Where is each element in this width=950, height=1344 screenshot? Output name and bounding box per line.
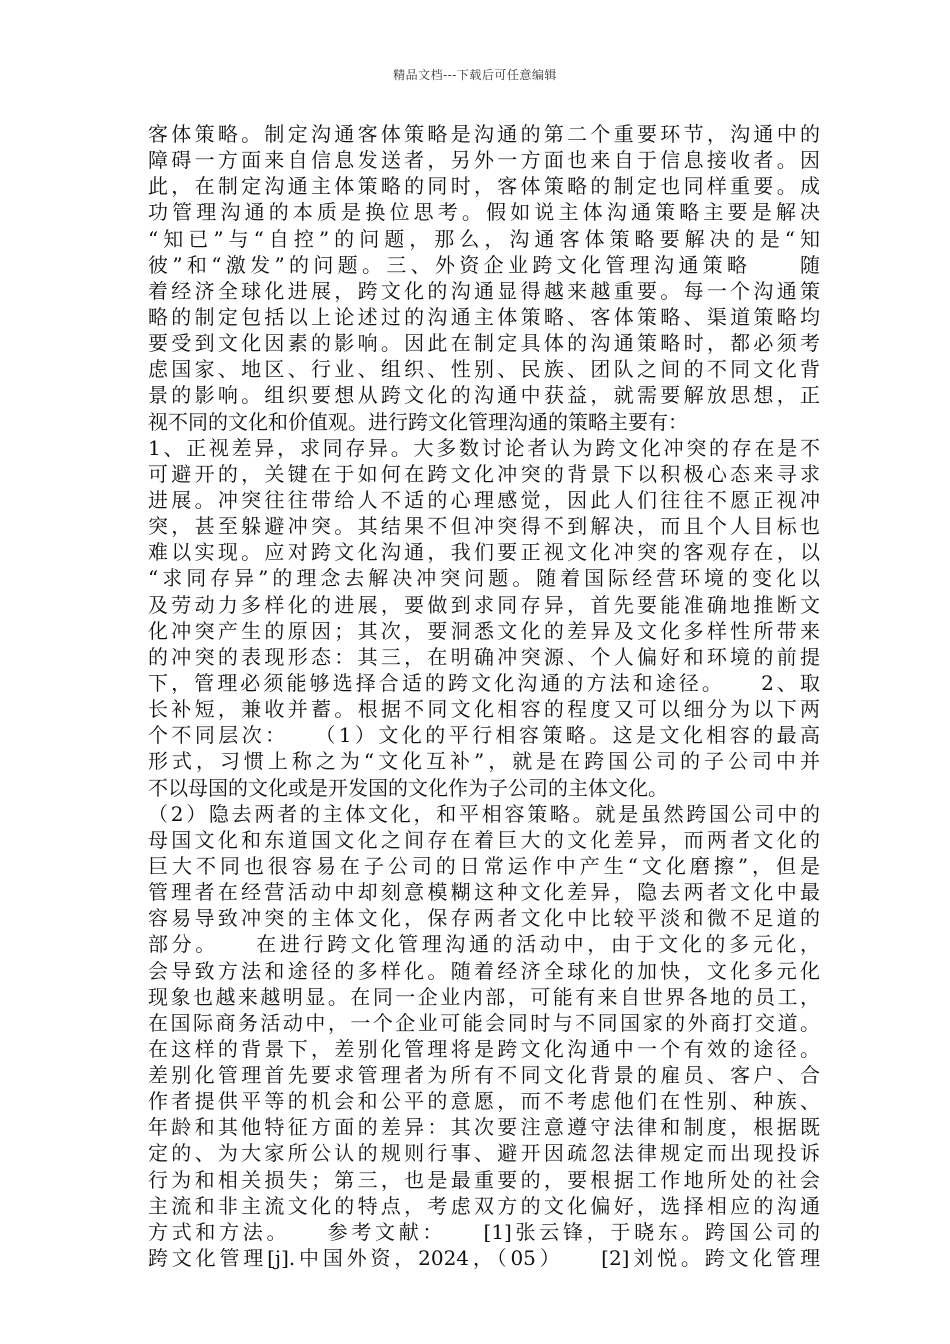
text-line: 的冲突的表现形态：其三，在明确冲突源、个人偏好和环境的前提 bbox=[148, 644, 820, 669]
page-header: 精品文档---下载后可任意编辑 bbox=[393, 68, 557, 82]
text-line: 差别化管理首先要求管理者为所有不同文化背景的雇员、客户、合 bbox=[148, 1063, 820, 1088]
text-line: 会导致方法和途径的多样化。随着经济全球化的加快，文化多元化 bbox=[148, 958, 820, 983]
text-line: 管理者在经营活动中却刻意模糊这种文化差异，隐去两者文化中最 bbox=[148, 880, 820, 905]
text-line: 长补短，兼收并蓄。根据不同文化相容的程度又可以细分为以下两 bbox=[148, 697, 820, 722]
text-line: 障碍一方面来自信息发送者，另外一方面也来自于信息接收者。因 bbox=[148, 148, 820, 173]
text-line: 略的制定包括以上论述过的沟通主体策略、客体策略、渠道策略均 bbox=[148, 304, 820, 329]
text-line: “求同存异”的理念去解决冲突问题。随着国际经营环境的变化以 bbox=[148, 566, 820, 591]
text-line: 彼”和“激发”的问题。三、外资企业跨文化管理沟通策略 随 bbox=[148, 252, 820, 277]
text-line: 年龄和其他特征方面的差异：其次要注意遵守法律和制度，根据既 bbox=[148, 1115, 820, 1140]
text-line: “知已”与“自控”的问题，那么，沟通客体策略要解决的是“知 bbox=[148, 226, 820, 251]
text-line: 要受到文化因素的影响。因此在制定具体的沟通策略时，都必须考 bbox=[148, 331, 820, 356]
text-line: 作者提供平等的机会和公平的意愿，而不考虑他们在性别、种族、 bbox=[148, 1089, 820, 1114]
text-line: 突，甚至躲避冲突。其结果不但冲突得不到解决，而且个人目标也 bbox=[148, 514, 820, 539]
text-line: 母国文化和东道国文化之间存在着巨大的文化差异，而两者文化的 bbox=[148, 827, 820, 852]
document-body bbox=[148, 121, 820, 1271]
text-line: 景的影响。组织要想从跨文化的沟通中获益，就需要解放思想，正 bbox=[148, 383, 820, 408]
text-line: 主流和非主流文化的特点，考虑双方的文化偏好，选择相应的沟通 bbox=[148, 1193, 820, 1218]
text-line: （2）隐去两者的主体文化，和平相容策略。就是虽然跨国公司中的 bbox=[148, 801, 820, 826]
text-line: 在国际商务活动中，一个企业可能会同时与不同国家的外商打交道。 bbox=[148, 1010, 820, 1035]
text-line: 客体策略。制定沟通客体策略是沟通的第二个重要环节，沟通中的 bbox=[148, 122, 820, 146]
text-line: 在这样的背景下，差别化管理将是跨文化沟通中一个有效的途径。 bbox=[148, 1036, 820, 1061]
text-line: 化冲突产生的原因；其次，要洞悉文化的差异及文化多样性所带来 bbox=[148, 618, 820, 643]
text-line: 功管理沟通的本质是换位思考。假如说主体沟通策略主要是解决 bbox=[148, 200, 820, 225]
text-line: 部分。 在进行跨文化管理沟通的活动中，由于文化的多元化， bbox=[148, 932, 820, 957]
text-line: 着经济全球化进展，跨文化的沟通显得越来越重要。每一个沟通策 bbox=[148, 278, 820, 303]
text-line: 难以实现。应对跨文化沟通，我们要正视文化冲突的客观存在，以 bbox=[148, 540, 820, 565]
text-line: 虑国家、地区、行业、组织、性别、民族、团队之间的不同文化背 bbox=[148, 357, 820, 382]
text-line: 形式，习惯上称之为“文化互补”，就是在跨国公司的子公司中并 bbox=[148, 749, 820, 774]
text-line: 下，管理必须能够选择合适的跨文化沟通的方法和途径。 2、取 bbox=[148, 670, 820, 695]
text-line: 1、正视差异，求同存异。大多数讨论者认为跨文化冲突的存在是不 bbox=[148, 435, 820, 460]
text-line: 此，在制定沟通主体策略的同时，客体策略的制定也同样重要。成 bbox=[148, 174, 820, 199]
text-line: 及劳动力多样化的进展，要做到求同存异，首先要能准确地推断文 bbox=[148, 592, 820, 617]
text-line: 巨大不同也很容易在子公司的日常运作中产生“文化磨擦”，但是 bbox=[148, 853, 820, 878]
text-line: 可避开的，关键在于如何在跨文化冲突的背景下以积极心态来寻求 bbox=[148, 461, 820, 486]
text-line: 行为和相关损失；第三，也是最重要的，要根据工作地所处的社会 bbox=[148, 1167, 820, 1192]
text-line: 容易导致冲突的主体文化，保存两者文化中比较平淡和微不足道的 bbox=[148, 906, 820, 931]
text-line: 进展。冲突往往带给人不适的心理感觉，因此人们往往不愿正视冲 bbox=[148, 487, 820, 512]
text-line: 个不同层次： （1）文化的平行相容策略。这是文化相容的最高 bbox=[148, 723, 820, 748]
text-line: 不以母国的文化或是开发国的文化作为子公司的主体文化。 bbox=[148, 775, 668, 800]
text-line: 现象也越来越明显。在同一企业内部，可能有来自世界各地的员工， bbox=[148, 984, 820, 1009]
text-line: 跨文化管理[j].中国外资，2024，（05） [2]刘悦。跨文化管理 bbox=[148, 1246, 820, 1271]
text-line: 方式和方法。 参考文献： [1]张云锋，于晓东。跨国公司的 bbox=[148, 1219, 820, 1244]
text-line: 视不同的文化和价值观。进行跨文化管理沟通的策略主要有： bbox=[148, 409, 688, 434]
text-line: 定的、为大家所公认的规则行事、避开因疏忽法律规定而出现投诉 bbox=[148, 1141, 820, 1166]
